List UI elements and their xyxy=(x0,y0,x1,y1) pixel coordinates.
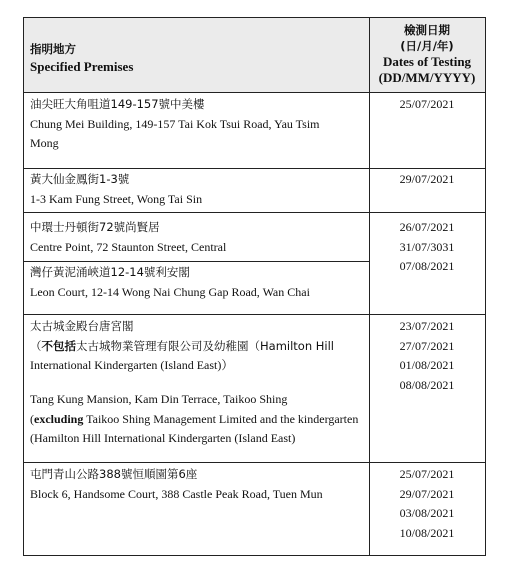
table-row xyxy=(30,218,364,257)
exclusion-en-text: Taikoo Shing Management Limited and the kindergarten xyxy=(83,411,359,426)
open-paren: ( xyxy=(30,411,34,426)
premises-table xyxy=(23,17,486,556)
row-divider xyxy=(24,212,485,213)
premises-name-zh: 中環士丹頓街72號尚賢居 xyxy=(30,220,160,234)
dates-header-en: Dates of Testing xyxy=(382,54,472,69)
table-row xyxy=(30,465,364,504)
premises-name-en: Tang Kung Mansion, Kam Din Terrace, Taikoo Shing xyxy=(30,392,288,406)
test-date: 03/08/2021 xyxy=(399,506,455,520)
premises-header-en: Specified Premises xyxy=(30,59,134,74)
testing-dates xyxy=(369,218,485,277)
exclusion-en-cont: (Hamilton Hill International Kindergarten (Island East) xyxy=(30,431,296,445)
test-date: 26/07/2021 xyxy=(399,220,455,234)
excluding-en: excluding xyxy=(34,411,84,426)
test-date: 29/07/2021 xyxy=(399,172,455,186)
table-row xyxy=(30,317,364,376)
test-date: 10/08/2021 xyxy=(399,525,455,540)
test-date: 23/07/2021 xyxy=(399,319,455,333)
premises-name-en: Chung Mei Building, 149-157 Tai Kok Tsui Road, Yau Tsim xyxy=(30,116,320,131)
test-date: 25/07/2021 xyxy=(399,467,455,481)
premises-name-zh: 屯門青山公路388號恒順園第6座 xyxy=(30,467,198,481)
premises-name-zh: 黃大仙金鳳街1-3號 xyxy=(30,172,130,186)
excluding-zh: 不包括 xyxy=(41,338,76,353)
row-divider xyxy=(24,314,485,315)
test-date: 31/07/3031 xyxy=(399,239,455,254)
testing-dates xyxy=(369,170,485,190)
table-row xyxy=(30,95,364,154)
premises-column-header xyxy=(30,41,133,75)
test-date: 25/07/2021 xyxy=(399,97,455,111)
dates-header-zh: 檢測日期 xyxy=(404,23,450,37)
row-divider xyxy=(24,168,485,169)
test-date: 29/07/2021 xyxy=(399,486,455,501)
testing-dates xyxy=(369,465,485,543)
premises-name-en: Block 6, Handsome Court, 388 Castle Peak Road, Tuen Mun xyxy=(30,486,323,501)
exclusion-zh-text: 太古城物業管理有限公司及幼稚園（Hamilton Hill xyxy=(76,338,335,353)
exclusion-zh xyxy=(30,337,364,357)
table-row xyxy=(30,263,364,302)
test-date: 27/07/2021 xyxy=(399,338,455,353)
open-paren: （ xyxy=(30,338,42,353)
test-date: 08/08/2021 xyxy=(399,377,455,392)
table-header xyxy=(24,18,485,93)
premises-header-zh: 指明地方 xyxy=(30,42,76,56)
dates-header-format-zh: (日/月/年) xyxy=(400,38,454,53)
testing-dates xyxy=(369,95,485,115)
dates-header-format-en: (DD/MM/YYYY) xyxy=(378,69,476,85)
dates-column-header xyxy=(369,23,485,85)
row-divider xyxy=(24,462,485,463)
premises-name-zh: 灣仔黃泥涌峽道12-14號利安閣 xyxy=(30,265,190,279)
exclusion-en xyxy=(30,410,364,430)
sub-row-divider xyxy=(24,261,369,262)
test-date: 07/08/2021 xyxy=(399,259,455,273)
premises-name-en: Centre Point, 72 Staunton Street, Central xyxy=(30,239,227,254)
premises-name-zh: 太古城金殿台唐宮閣 xyxy=(30,319,134,333)
test-date: 01/08/2021 xyxy=(399,358,455,372)
premises-name-en: 1-3 Kam Fung Street, Wong Tai Sin xyxy=(30,191,203,206)
premises-name-en-cont: Mong xyxy=(30,136,59,150)
exclusion-zh-cont: International Kindergarten (Island East)） xyxy=(30,358,234,372)
table-row xyxy=(30,390,364,449)
table-row xyxy=(30,170,364,209)
premises-name-zh: 油尖旺大角咀道149-157號中美樓 xyxy=(30,97,205,111)
testing-dates xyxy=(369,317,485,395)
premises-name-en: Leon Court, 12-14 Wong Nai Chung Gap Road, Wan Chai xyxy=(30,284,310,299)
